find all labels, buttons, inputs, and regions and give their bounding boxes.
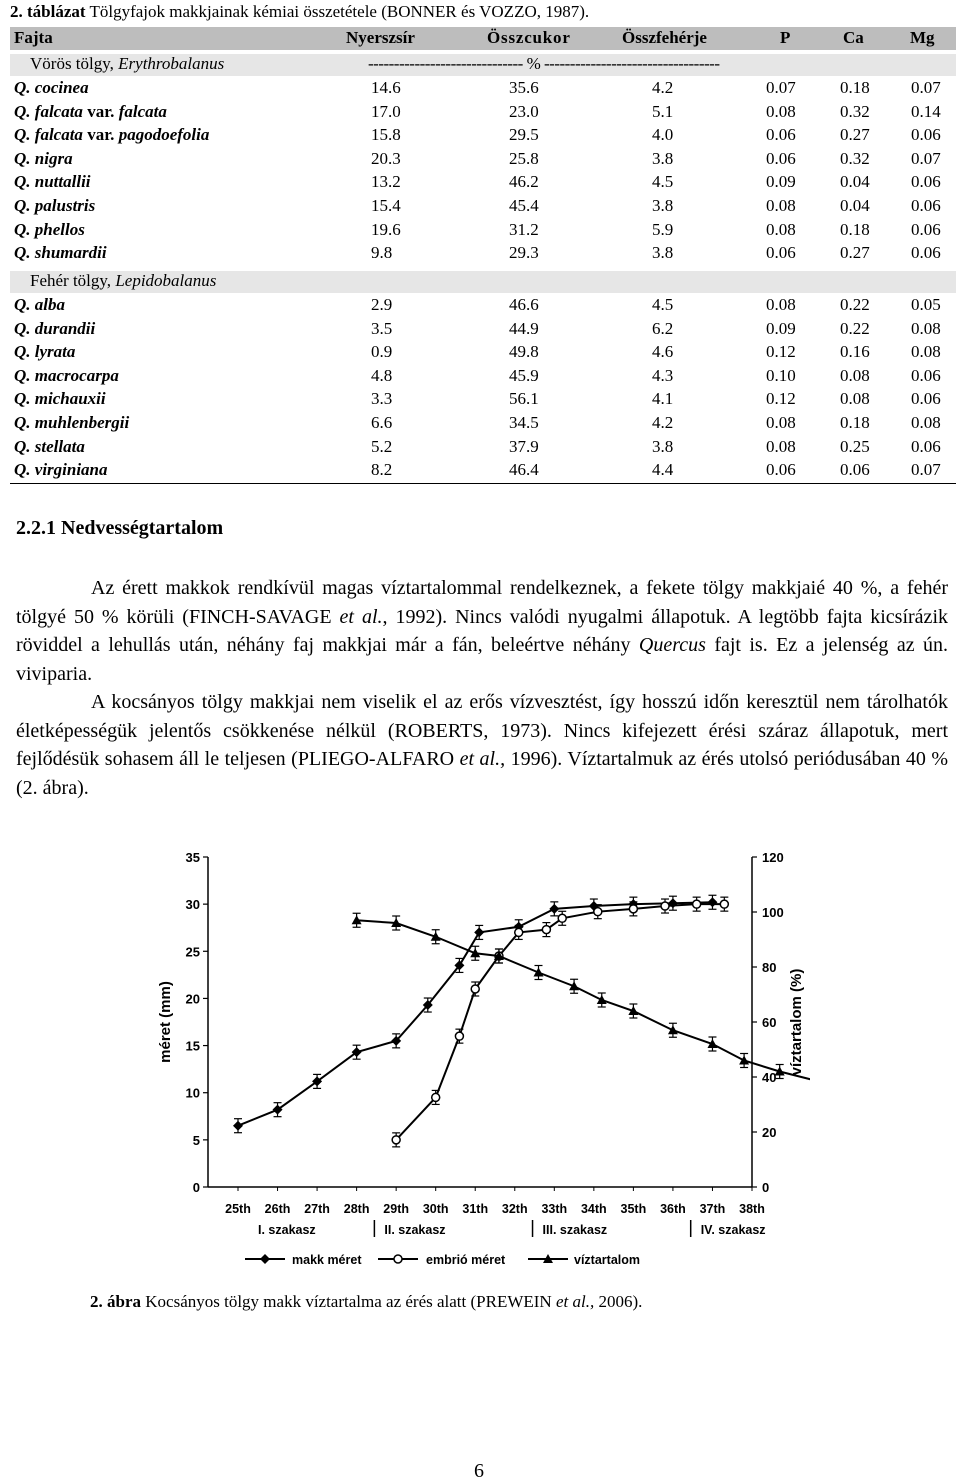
x-tick-label: 26th <box>264 1202 291 1216</box>
table-caption <box>10 2 589 22</box>
table-cell: 4.3 <box>652 365 674 385</box>
table-cell: 0.27 <box>840 125 870 145</box>
table-cell: 0.06 <box>766 460 796 480</box>
period-label: I. szakasz <box>258 1223 316 1237</box>
species-name: Q. nuttallii <box>14 172 91 192</box>
table-cell: 0.06 <box>911 389 941 409</box>
table-cell: 34.5 <box>509 413 539 432</box>
table-cell: 3.8 <box>652 148 674 168</box>
table-cell: 0.08 <box>911 342 941 362</box>
table-cell: 23.0 <box>509 101 539 121</box>
table-cell: 0.09 <box>766 318 796 338</box>
species-name: Q. lyrata <box>14 342 76 362</box>
y-tick-label: 20 <box>185 991 200 1007</box>
table-cell: 0.07 <box>911 460 941 480</box>
table-cell: 13.2 <box>371 172 401 192</box>
table-cell: 5.9 <box>652 219 674 239</box>
x-tick-label: 30th <box>422 1202 449 1216</box>
table-cell: 25.8 <box>509 148 539 168</box>
x-tick-label: 37th <box>699 1202 726 1216</box>
table-cell: 0.04 <box>840 196 870 215</box>
table-cell: 0.32 <box>840 148 870 168</box>
table-cell: 0.07 <box>766 78 796 97</box>
table-cell: 0.08 <box>766 413 796 432</box>
x-tick-label: 25th <box>225 1202 251 1216</box>
table-cell: 9.8 <box>371 243 393 263</box>
y-tick-label: 25 <box>185 944 200 960</box>
table-cell: 0.06 <box>766 148 796 168</box>
table-row <box>10 342 956 364</box>
table-cell: 6.6 <box>371 413 393 432</box>
table-cell: 0.08 <box>911 318 941 338</box>
table-cell: 31.2 <box>509 219 539 239</box>
table-cell: 0.06 <box>840 460 870 480</box>
point-viztartalom <box>668 1025 678 1034</box>
table-caption-label: 2. táblázat <box>10 2 86 21</box>
table-row <box>10 220 956 242</box>
table-cell: 0.10 <box>766 365 796 385</box>
table-cell: 4.1 <box>652 389 674 409</box>
table-row <box>10 149 956 171</box>
species-name: Q. falcata var. falcata <box>14 101 167 121</box>
point-makk-meret <box>233 1121 243 1131</box>
table-cell: 0.08 <box>766 101 796 121</box>
table-cell: 17.0 <box>371 101 401 121</box>
table-cell: 45.4 <box>509 196 539 215</box>
table-row <box>10 102 956 124</box>
species-name: Q. muhlenbergii <box>14 413 130 432</box>
x-tick-label: 31th <box>462 1202 489 1216</box>
species-name: Q. macrocarpa <box>14 365 119 385</box>
x-tick-label: 28th <box>343 1202 370 1216</box>
y-tick-label: 30 <box>185 897 200 913</box>
table-cell: 0.05 <box>911 295 941 314</box>
table-row <box>10 389 956 411</box>
table-bottom-rule <box>10 483 956 484</box>
table-row <box>10 295 956 317</box>
table-cell: 0.08 <box>766 436 796 456</box>
table-cell: 0.08 <box>911 413 941 432</box>
paragraph-1: Az érett makkok rendkívül magas víztartalommal rendelkeznek, a fekete tölgy makkjaié 40 %, a fehér tölgyé 50 % körüli (FINCH-SAVAGE et al., 1992). Nincs valódi nyugalmi állapotuk. A legtöbb fajta kicsírázik röviddel a lehullás után, néhány faj makkjai már a fán, beleértve néhány Quercus fajt is. Ez a jelenség az ún. viviparia. <box>16 577 948 685</box>
point-makk-meret <box>707 897 717 907</box>
point-embrio-meret <box>558 914 566 922</box>
species-name: Q. falcata var. pagodoefolia <box>14 125 210 145</box>
group-voros-tolgy <box>10 54 956 76</box>
table-cell: 0.06 <box>766 125 796 145</box>
table-cell: 4.2 <box>652 78 674 97</box>
point-viztartalom <box>597 995 607 1004</box>
series-viztartalom-line <box>357 920 810 1082</box>
period-label: III. szakasz <box>542 1223 608 1237</box>
x-tick-label: 35th <box>620 1202 647 1216</box>
y2-tick-label: 120 <box>762 850 784 865</box>
y-tick-label: 10 <box>185 1085 200 1101</box>
table-cell: 0.06 <box>911 125 941 145</box>
table-cell: 29.5 <box>509 125 539 145</box>
y2-tick-label: 60 <box>762 1015 777 1030</box>
species-name: Q. palustris <box>14 196 96 215</box>
y-tick-label: 5 <box>192 1132 200 1148</box>
table-cell: 4.5 <box>652 172 674 192</box>
table-cell: 6.2 <box>652 318 674 338</box>
y2-tick-label: 20 <box>762 1125 777 1140</box>
table-cell: 0.18 <box>840 78 870 97</box>
table-cell: 0.32 <box>840 101 870 121</box>
table-cell: 46.6 <box>509 295 539 314</box>
table-cell: 4.6 <box>652 342 674 362</box>
table-row <box>10 460 956 482</box>
species-name: Q. durandii <box>14 318 96 338</box>
table-caption-text: Tölgyfajok makkjainak kémiai összetétele (BONNER és VOZZO, 1987). <box>85 2 590 21</box>
table-cell: 46.4 <box>509 460 539 480</box>
species-name: Q. phellos <box>14 219 85 239</box>
table-cell: 0.08 <box>766 295 796 314</box>
point-embrio-meret <box>720 900 728 908</box>
x-tick-label: 29th <box>383 1202 410 1216</box>
page-number: 6 <box>474 1460 484 1482</box>
table-cell: 0.22 <box>840 295 870 314</box>
species-name: Q. virginiana <box>14 460 108 480</box>
table-cell: 0.08 <box>766 196 796 215</box>
table-cell: 15.4 <box>371 196 401 215</box>
table-cell: 0.06 <box>766 243 796 263</box>
table-cell: 35.6 <box>509 78 539 97</box>
table-cell: 0.12 <box>766 342 796 362</box>
table-cell: 2.9 <box>371 295 393 314</box>
header-fajta: Fajta <box>14 28 53 47</box>
table-cell: 49.8 <box>509 342 539 362</box>
table-row <box>10 413 956 435</box>
table-cell: 0.9 <box>371 342 393 362</box>
table-cell: 0.07 <box>911 78 941 97</box>
table-cell: 0.06 <box>911 243 941 263</box>
table-cell: 3.3 <box>371 389 393 409</box>
group-label: Vörös tölgy, Erythrobalanus <box>30 54 225 73</box>
table-cell: 44.9 <box>509 318 539 338</box>
table-row <box>10 172 956 194</box>
point-embrio-meret <box>661 902 669 910</box>
table-header-row <box>10 27 956 50</box>
species-name: Q. alba <box>14 295 65 314</box>
table-cell: 0.12 <box>766 389 796 409</box>
x-tick-label: 32th <box>501 1202 528 1216</box>
y2-tick-label: 0 <box>762 1180 770 1195</box>
y2-axis-label: víztartalom (%) <box>788 968 805 1076</box>
table-cell: 4.4 <box>652 460 674 480</box>
table-row <box>10 196 956 218</box>
point-embrio-meret <box>629 905 637 913</box>
y-tick-label: 0 <box>192 1180 200 1195</box>
table-cell: 0.06 <box>911 196 941 215</box>
table-cell: 0.25 <box>840 436 870 456</box>
table-cell: 45.9 <box>509 365 539 385</box>
table-cell: 3.8 <box>652 243 674 263</box>
table-cell: 0.18 <box>840 413 870 432</box>
y-tick-label: 15 <box>185 1038 200 1054</box>
table-cell: 4.5 <box>652 295 674 314</box>
table-row <box>10 437 956 459</box>
table-cell: 5.1 <box>652 101 674 121</box>
table-cell: 4.8 <box>371 365 393 385</box>
table-cell: 0.14 <box>911 101 941 121</box>
x-tick-label: 36th <box>660 1202 686 1216</box>
point-embrio-meret <box>455 1032 463 1040</box>
legend-label-makk: makk méret <box>292 1253 362 1267</box>
point-embrio-meret <box>693 900 701 908</box>
y2-tick-label: 100 <box>762 905 784 920</box>
header-mg: Mg <box>910 28 935 47</box>
species-name: Q. nigra <box>14 148 73 168</box>
table-cell: 0.27 <box>840 243 870 263</box>
table-cell: 0.06 <box>911 172 941 192</box>
table-cell: 3.8 <box>652 436 674 456</box>
table-cell: 0.08 <box>840 365 870 385</box>
table-row <box>10 78 956 100</box>
table-cell: 0.06 <box>911 436 941 456</box>
table-cell: 56.1 <box>509 389 539 409</box>
table-cell: 0.08 <box>840 389 870 409</box>
x-tick-label: 34th <box>580 1202 607 1216</box>
table-cell: 5.2 <box>371 436 393 456</box>
point-embrio-meret <box>471 985 479 993</box>
table-cell: 3.8 <box>652 196 674 215</box>
species-name: Q. cocinea <box>14 78 89 97</box>
section-heading: 2.2.1 Nedvességtartalom <box>16 517 224 539</box>
y-axis-label: méret (mm) <box>157 981 174 1063</box>
y-tick-label: 35 <box>185 850 200 865</box>
point-makk-meret <box>549 904 559 914</box>
x-tick-label: 38th <box>739 1202 765 1216</box>
table-cell: 20.3 <box>371 148 401 168</box>
table-row <box>10 366 956 388</box>
legend-marker-makk <box>260 1254 270 1264</box>
point-embrio-meret <box>392 1136 400 1144</box>
period-label: II. szakasz <box>384 1223 446 1237</box>
table-cell: 0.16 <box>840 342 870 362</box>
group-label: Fehér tölgy, Lepidobalanus <box>30 271 217 290</box>
header-nyerszsir: Nyerszsír <box>346 28 415 47</box>
period-label: IV. szakasz <box>700 1223 766 1237</box>
table-cell: 0.04 <box>840 172 870 192</box>
y2-tick-label: 80 <box>762 960 777 975</box>
table-cell: 8.2 <box>371 460 393 480</box>
header-ca: Ca <box>843 28 864 47</box>
table-row <box>10 125 956 147</box>
header-osszfeherje: Összfehérje <box>622 28 707 47</box>
point-embrio-meret <box>515 928 523 936</box>
group-feher-tolgy <box>10 271 956 293</box>
ripening-chart <box>150 840 810 1280</box>
legend-marker-embrio <box>394 1255 402 1263</box>
table-cell: 0.06 <box>911 365 941 385</box>
series-embrio-meret-line <box>396 904 724 1140</box>
table-cell: 0.09 <box>766 172 796 192</box>
figure-caption: 2. ábra Kocsányos tölgy makk víztartalma az érés alatt (PREWEIN et al., 2006). <box>90 1292 643 1311</box>
table-cell: 15.8 <box>371 125 401 145</box>
x-tick-label: 27th <box>304 1202 330 1216</box>
point-embrio-meret <box>432 1093 440 1101</box>
table-cell: 3.5 <box>371 318 393 338</box>
header-osszcukor: Összcukor <box>487 28 571 47</box>
header-p: P <box>780 28 791 47</box>
table-row <box>10 243 956 265</box>
paragraph-2: A kocsányos tölgy makkjai nem viselik el az erős vízvesztést, így hosszú időn keresztül nem tárolhatók életképességük jelentős csökkenése nélkül (ROBERTS, 1973). Nincs kifejezett érési száraz állapotuk, mert fejlődésük sohasem áll le teljesen (PLIEGO-ALFARO et al., 1996). Víztartalmuk az érés utolsó periódusában 40 % (2. ábra). <box>16 691 948 799</box>
species-name: Q. michauxii <box>14 389 106 409</box>
table-cell: 4.0 <box>652 125 674 145</box>
unit-row: ------------------------------ % ---------------------------------- <box>368 54 720 73</box>
table-cell: 0.22 <box>840 318 870 338</box>
table-cell: 0.18 <box>840 219 870 239</box>
table-cell: 0.06 <box>911 219 941 239</box>
point-embrio-meret <box>594 908 602 916</box>
table-cell: 37.9 <box>509 436 539 456</box>
x-tick-label: 33th <box>541 1202 568 1216</box>
table-cell: 19.6 <box>371 219 401 239</box>
legend-label-viz: víztartalom <box>574 1253 640 1267</box>
table-cell: 46.2 <box>509 172 539 192</box>
species-name: Q. shumardii <box>14 243 107 263</box>
table-cell: 4.2 <box>652 413 674 432</box>
table-cell: 0.08 <box>766 219 796 239</box>
y2-tick-label: 40 <box>762 1070 777 1085</box>
point-makk-meret <box>474 927 484 937</box>
table-cell: 29.3 <box>509 243 539 263</box>
point-viztartalom <box>739 1056 749 1065</box>
table-cell: 0.07 <box>911 148 941 168</box>
species-name: Q. stellata <box>14 436 85 456</box>
legend-label-embrio: embrió méret <box>426 1253 506 1267</box>
table-row <box>10 319 956 341</box>
point-embrio-meret <box>542 926 550 934</box>
table-cell: 14.6 <box>371 78 401 97</box>
figure-caption-label: 2. ábra <box>90 1292 141 1311</box>
